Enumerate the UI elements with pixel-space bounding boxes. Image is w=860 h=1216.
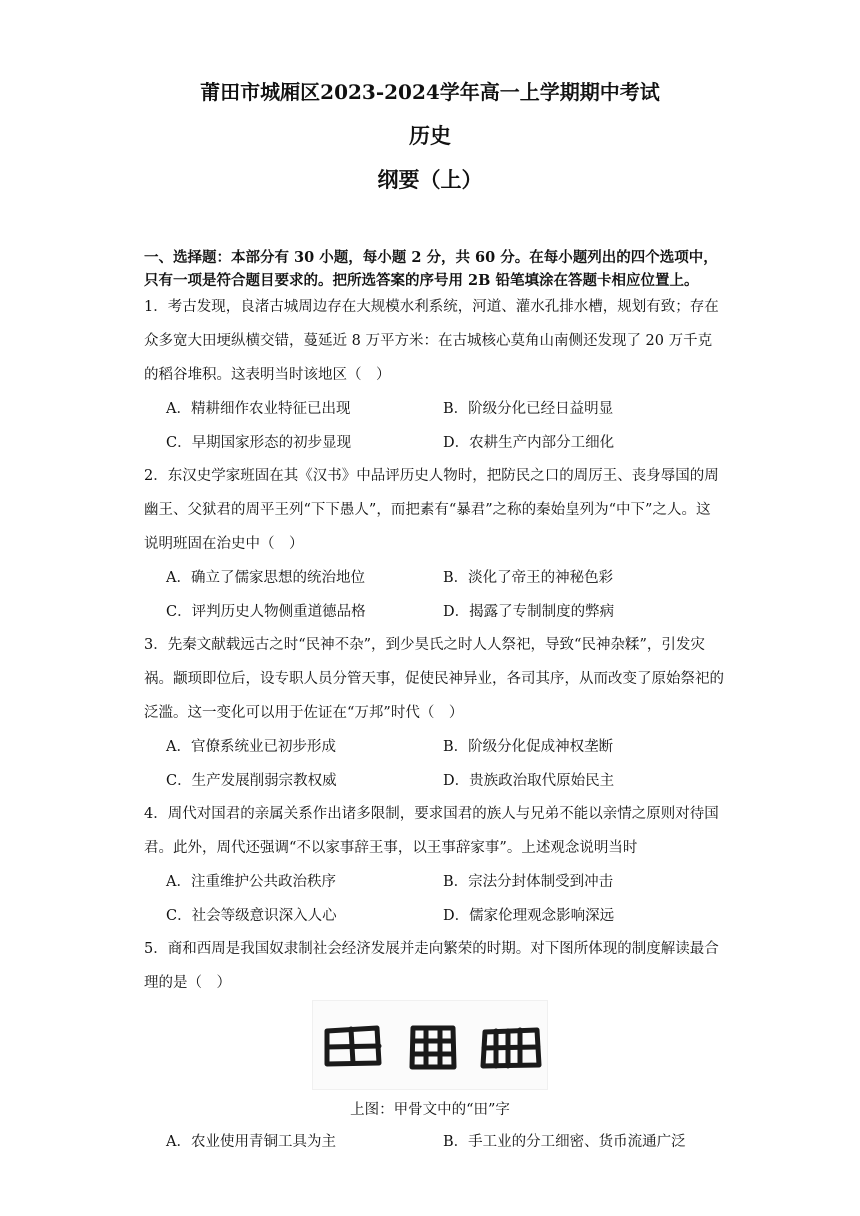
question-3-option-d: D．贵族政治取代原始民主 (443, 773, 615, 789)
question-4-option-a: A．注重维护公共政治秩序 (166, 874, 336, 890)
question-2-stem: 2．东汉史学家班固在其《汉书》中品评历史人物时，把防民之口的周厉王、丧身辱国的周幽王、父狱君的周平王列“下下愚人”，而把素有“暴君”之称的秦始皇列为“中下”之人。这说明班固在治史中（ ） (144, 468, 719, 552)
exam-book: 纲要（上） (377, 167, 483, 192)
figure-caption: 上图：甲骨文中的“田”字 (350, 1102, 510, 1118)
tian-glyph-3 (483, 1030, 539, 1066)
question-1-option-b: B．阶级分化已经日益明显 (443, 401, 614, 417)
question-4-stem: 4．周代对国君的亲属关系作出诸多限制，要求国君的族人与兄弟不能以亲情之原则对待国君。此外，周代还强调“不以家事辞王事，以王事辞家事”。上述观念说明当时 (144, 806, 719, 856)
question-3-option-a: A．官僚系统业已初步形成 (166, 739, 336, 755)
question-2-option-d: D．揭露了专制制度的弊病 (443, 604, 615, 620)
question-3-stem: 3．先秦文献载远古之时“民神不杂”，到少昊氏之时人人祭祀，导致“民神杂糅”，引发灾祸。颛顼即位后，设专职人员分管天事，促使民神异业，各司其序，从而改变了原始祭祀的泛滥。这一变化可以用于佐证在“万邦”时代（ ） (144, 637, 724, 721)
section-heading: 一、选择题：本部分有 30 小题，每小题 2 分，共 60 分。在每小题列出的四个选项中，只有一项是符合题目要求的。把所选答案的序号用 2B 铅笔填涂在答题卡相应位置上。 (144, 249, 718, 289)
tian-glyph-1 (327, 1028, 379, 1064)
question-2-option-c: C．评判历史人物侧重道德品格 (166, 604, 366, 620)
oracle-bone-tian-figure (312, 1000, 548, 1090)
oracle-bone-tian-glyphs (313, 1001, 547, 1089)
question-3-option-b: B．阶级分化促成神权垄断 (443, 739, 614, 755)
exam-subject: 历史 (409, 123, 451, 148)
question-5-stem: 5．商和西周是我国奴隶制社会经济发展并走向繁荣的时期。对下图所体现的制度解读最合理的是（ ） (144, 941, 719, 991)
question-5-option-a: A．农业使用青铜工具为主 (166, 1134, 336, 1150)
question-1-stem: 1．考古发现，良渚古城周边存在大规模水利系统，河道、灌水孔排水槽，规划有致；存在众多宽大田埂纵横交错，蔓延近 8 万平方米：在古城核心莫角山南侧还发现了 20 万千克的稻谷堆积。这表明当时该地区（ ） (144, 299, 719, 383)
question-4-option-d: D．儒家伦理观念影响深远 (443, 908, 615, 924)
exam-title: 莆田市城厢区2023-2024学年高一上学期期中考试 (200, 80, 660, 104)
question-1-option-a: A．精耕细作农业特征已出现 (166, 401, 351, 417)
question-2-option-a: A．确立了儒家思想的统治地位 (166, 570, 365, 586)
question-1-option-d: D．农耕生产内部分工细化 (443, 435, 615, 451)
question-5-option-b: B．手工业的分工细密、货币流通广泛 (443, 1134, 686, 1150)
question-1-option-c: C．早期国家形态的初步显现 (166, 435, 352, 451)
question-4-option-c: C．社会等级意识深入人心 (166, 908, 337, 924)
question-4-option-b: B．宗法分封体制受到冲击 (443, 874, 614, 890)
tian-glyph-2 (412, 1028, 454, 1067)
question-2-option-b: B．淡化了帝王的神秘色彩 (443, 570, 614, 586)
question-3-option-c: C．生产发展削弱宗教权威 (166, 773, 337, 789)
